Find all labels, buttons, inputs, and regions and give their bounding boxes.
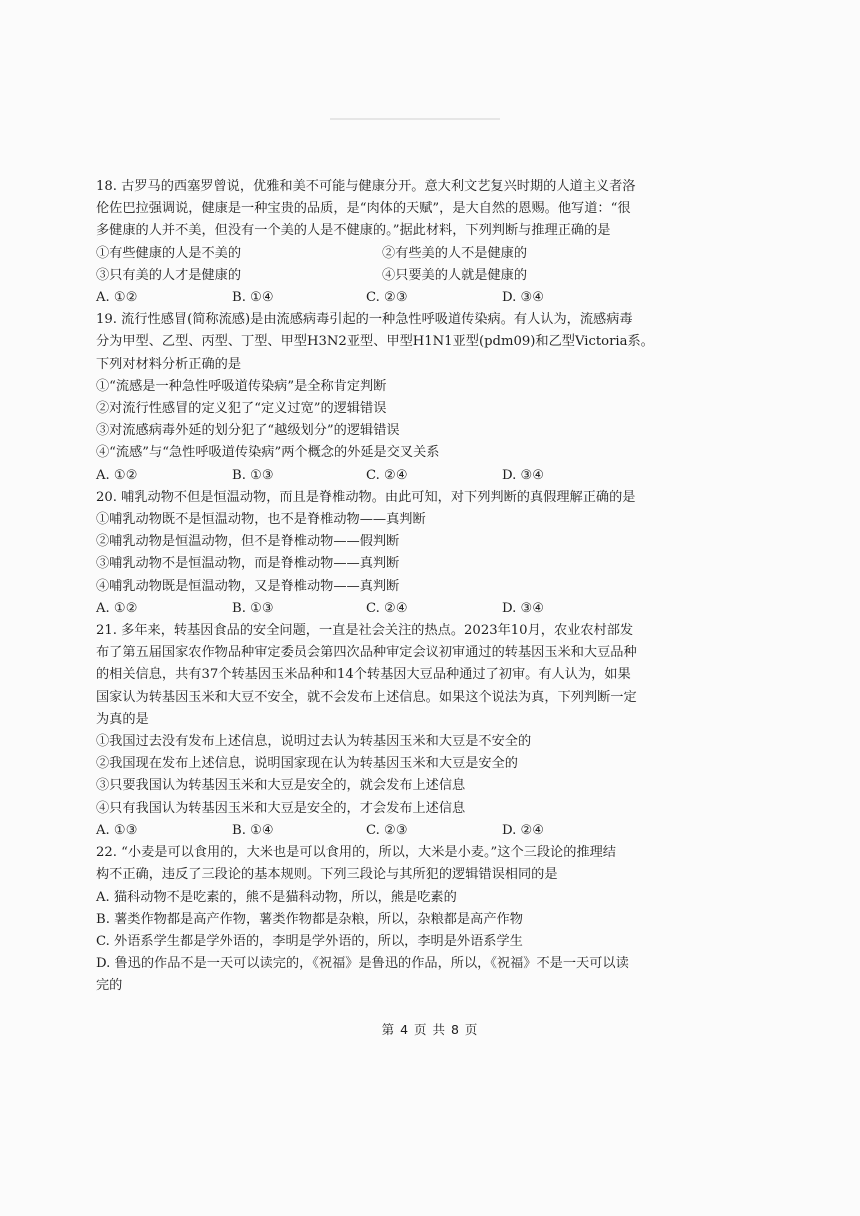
question-18-items-row	[96, 243, 676, 265]
question-21-item: ④只有我国认为转基因玉米和大豆是安全的，才会发布上述信息	[96, 800, 466, 816]
question-18-stem-line: 18. 古罗马的西塞罗曾说，优雅和美不可能与健康分开。意大利文艺复兴时期的人道主义者洛	[96, 179, 636, 194]
option-c: C. ②④	[366, 600, 408, 616]
question-21-options	[96, 820, 676, 842]
option-b: B. ①③	[232, 467, 274, 483]
option-a: A. 猫科动物不是吃素的，熊不是猫科动物，所以，熊是吃素的	[96, 889, 457, 905]
question-20-item: ②哺乳动物是恒温动物，但不是脊椎动物——假判断	[96, 534, 400, 550]
exam-content	[96, 176, 676, 998]
question-18-item: ③只有美的人才是健康的	[96, 267, 242, 283]
question-21-item: ①我国过去没有发布上述信息，说明过去认为转基因玉米和大豆是不安全的	[96, 734, 532, 750]
question-20-stem-line: 20. 哺乳动物不但是恒温动物，而且是脊椎动物。由此可知，对下列判断的真假理解正确的是	[96, 489, 636, 505]
option-d-continuation: 完的	[96, 978, 123, 994]
question-20-item: ③哺乳动物不是恒温动物，而是脊椎动物——真判断	[96, 556, 400, 572]
question-22-stem-line: 22. “小麦是可以食用的，大米也是可以食用的，所以，大米是小麦。”这个三段论的推理结	[96, 845, 616, 861]
question-19-item: ③对流感病毒外延的划分犯了“越级划分”的逻辑错误	[96, 423, 400, 439]
question-19-stem-line: 19. 流行性感冒(简称流感)是由流感病毒引起的一种急性呼吸道传染病。有人认为，流感病毒	[96, 312, 633, 328]
question-21-stem-line: 为真的是	[96, 711, 149, 727]
question-20-options	[96, 598, 676, 620]
question-18-item: ④只要美的人就是健康的	[382, 267, 528, 283]
question-18-stem-line: 伦佐巴拉强调说，健康是一种宝贵的品质，是“肉体的天赋”，是大自然的恩赐。他写道：“很	[96, 201, 631, 217]
question-18-options	[96, 287, 676, 309]
question-19	[96, 309, 676, 487]
question-18-stem-line: 多健康的人并不美，但没有一个美的人是不健康的。”据此材料，下列判断与推理正确的是	[96, 223, 611, 239]
question-22	[96, 842, 676, 997]
option-d: D. ③④	[502, 600, 545, 616]
scan-smudge	[330, 118, 500, 120]
question-19-item: ④“流感”与“急性呼吸道传染病”两个概念的外延是交叉关系	[96, 445, 440, 461]
question-21-stem-line: 的相关信息，共有37个转基因玉米品种和14个转基因大豆品种通过了初审。有人认为，如果	[96, 667, 631, 683]
option-a: A. ①②	[96, 600, 138, 616]
option-d: D. ③④	[502, 290, 545, 306]
question-19-item: ①“流感是一种急性呼吸道传染病”是全称肯定判断	[96, 378, 387, 394]
option-b: B. 薯类作物都是高产作物，薯类作物都是杂粮，所以，杂粮都是高产作物	[96, 911, 523, 927]
question-18-item: ②有些美的人不是健康的	[382, 245, 528, 261]
option-b: B. ①④	[232, 290, 274, 306]
option-c: C. ②④	[366, 467, 408, 483]
option-a: A. ①③	[96, 822, 138, 838]
question-22-stem-line: 构不正确，违反了三段论的基本规则。下列三段论与其所犯的逻辑错误相同的是	[96, 867, 558, 883]
option-c: C. 外语系学生都是学外语的，李明是学外语的，所以，李明是外语系学生	[96, 933, 523, 949]
option-a: A. ①②	[96, 290, 138, 306]
option-d: D. 鲁迅的作品不是一天可以读完的，《祝福》是鲁迅的作品，所以，《祝福》不是一天可以读	[96, 956, 629, 972]
option-c: C. ②③	[366, 290, 408, 306]
question-21-stem-line: 国家认为转基因玉米和大豆不安全，就不会发布上述信息。如果这个说法为真，下列判断一定	[96, 689, 637, 705]
option-d: D. ②④	[502, 822, 545, 838]
question-19-stem-line: 下列对材料分析正确的是	[96, 356, 242, 372]
question-21-stem-line: 布了第五届国家农作物品种审定委员会第四次品种审定会议初审通过的转基因玉米和大豆品种	[96, 645, 637, 661]
question-21-item: ③只要我国认为转基因玉米和大豆是安全的，就会发布上述信息	[96, 778, 466, 794]
option-b: B. ①④	[232, 822, 274, 838]
question-19-options	[96, 465, 676, 487]
option-b: B. ①③	[232, 600, 274, 616]
page-number: 第 4 页 共 8 页	[381, 1022, 479, 1037]
question-21-item: ②我国现在发布上述信息，说明国家现在认为转基因玉米和大豆是安全的	[96, 756, 518, 772]
question-20-item: ①哺乳动物既不是恒温动物，也不是脊椎动物——真判断	[96, 512, 426, 528]
question-21-stem-line: 21. 多年来，转基因食品的安全问题，一直是社会关注的热点。2023年10月，农业农村部发	[96, 623, 634, 639]
question-20	[96, 487, 676, 620]
question-19-stem-line: 分为甲型、乙型、丙型、丁型、甲型H3N2亚型、甲型H1N1亚型(pdm09)和乙型Victoria系。	[96, 334, 654, 350]
question-18-items-row	[96, 265, 676, 287]
option-a: A. ①②	[96, 467, 138, 483]
question-18	[96, 176, 676, 309]
question-21	[96, 620, 676, 842]
question-19-item: ②对流行性感冒的定义犯了“定义过宽”的逻辑错误	[96, 401, 387, 417]
question-18-item: ①有些健康的人是不美的	[96, 245, 242, 261]
option-d: D. ③④	[502, 467, 545, 483]
option-c: C. ②③	[366, 822, 408, 838]
question-20-item: ④哺乳动物既是恒温动物，又是脊椎动物——真判断	[96, 578, 400, 594]
